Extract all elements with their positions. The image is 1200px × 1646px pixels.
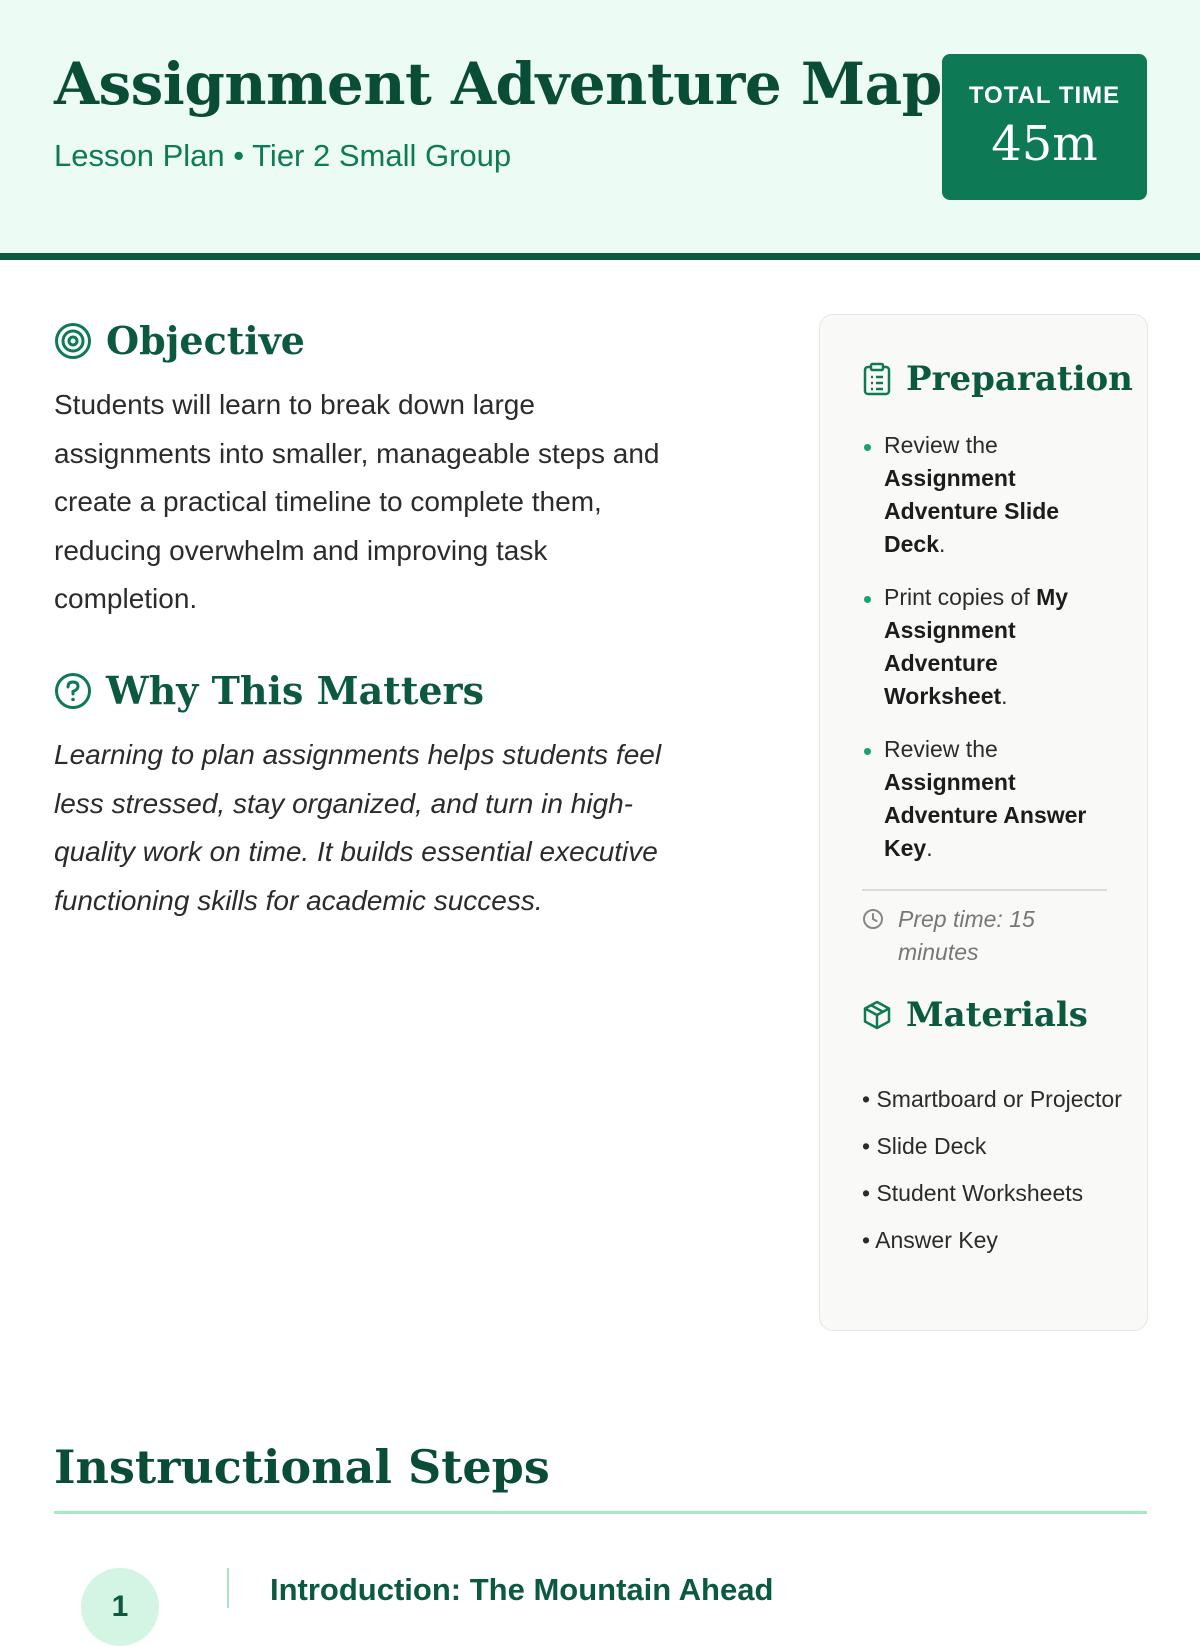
prep-item-resource: My Assignment Adventure Worksheet (884, 584, 1069, 709)
objective-line: assignments into smaller, manageable steps and (54, 437, 660, 469)
clock-icon (862, 908, 884, 930)
list-item (862, 733, 1112, 865)
sidebar-card (819, 314, 1148, 1331)
clipboard-icon (862, 362, 892, 396)
list-item: • Slide Deck (862, 1133, 987, 1159)
prep-item-resource: Assignment Adventure Slide Deck (884, 465, 1060, 557)
objective-line: completion. (54, 583, 198, 614)
page-title: Assignment Adventure Map (54, 50, 942, 118)
list-item (862, 429, 1112, 561)
objective-line: Students will learn to break down large (54, 389, 535, 420)
materials-heading-text: Materials (906, 995, 1088, 1035)
total-time-value: 45m (991, 116, 1098, 172)
objective-heading-text: Objective (106, 318, 305, 363)
list-item: • Smartboard or Projector (862, 1086, 1122, 1112)
step-timeline-line (227, 1568, 229, 1608)
prep-item-text: Review the (884, 432, 998, 458)
materials-heading (862, 995, 1088, 1035)
steps-divider (54, 1511, 1147, 1514)
prep-item-punct: . (926, 835, 933, 861)
objective-heading (54, 318, 305, 363)
prep-item-resource: Assignment Adventure Answer Key (884, 769, 1087, 861)
objective-line: create a practical timeline to complete them, (54, 486, 602, 517)
question-circle-icon (54, 672, 92, 710)
prep-item-punct: . (938, 531, 946, 557)
prep-item-text: Review the (884, 736, 998, 762)
preparation-heading (862, 359, 1133, 399)
objective-line: reducing overwhelm and improving task (54, 534, 548, 566)
target-icon (54, 322, 92, 360)
preparation-list (862, 429, 1112, 885)
list-item: • Answer Key (862, 1227, 998, 1253)
page-header (0, 0, 1200, 260)
prep-item-text: Print copies of (884, 584, 1037, 610)
prep-item-punct: . (1001, 683, 1008, 709)
steps-heading: Instructional Steps (54, 1440, 550, 1494)
why-heading-text: Why This Matters (106, 668, 484, 713)
total-time-badge (942, 54, 1147, 200)
list-item: • Student Worksheets (862, 1180, 1084, 1206)
why-line: Learning to plan assignments helps students feel (54, 739, 662, 770)
total-time-label: TOTAL TIME (968, 82, 1121, 109)
why-text (54, 731, 774, 925)
why-line: less stressed, stay organized, and turn in high- (54, 787, 633, 819)
preparation-heading-text: Preparation (906, 359, 1133, 399)
cube-icon (862, 999, 892, 1031)
why-heading (54, 668, 484, 713)
step-number-badge: 1 (81, 1568, 159, 1646)
step-title: Introduction: The Mountain Ahead (270, 1572, 774, 1607)
prep-time (862, 903, 1112, 969)
page-subtitle: Lesson Plan • Tier 2 Small Group (54, 138, 512, 173)
objective-text (54, 381, 774, 624)
list-item (862, 581, 1112, 713)
why-line: functioning skills for academic success. (54, 884, 543, 916)
prep-time-text: Prep time: 15 minutes (898, 906, 1035, 965)
why-line: quality work on time. It builds essential executive (54, 836, 658, 867)
sidebar-divider (862, 889, 1107, 891)
materials-list (862, 1083, 1122, 1271)
